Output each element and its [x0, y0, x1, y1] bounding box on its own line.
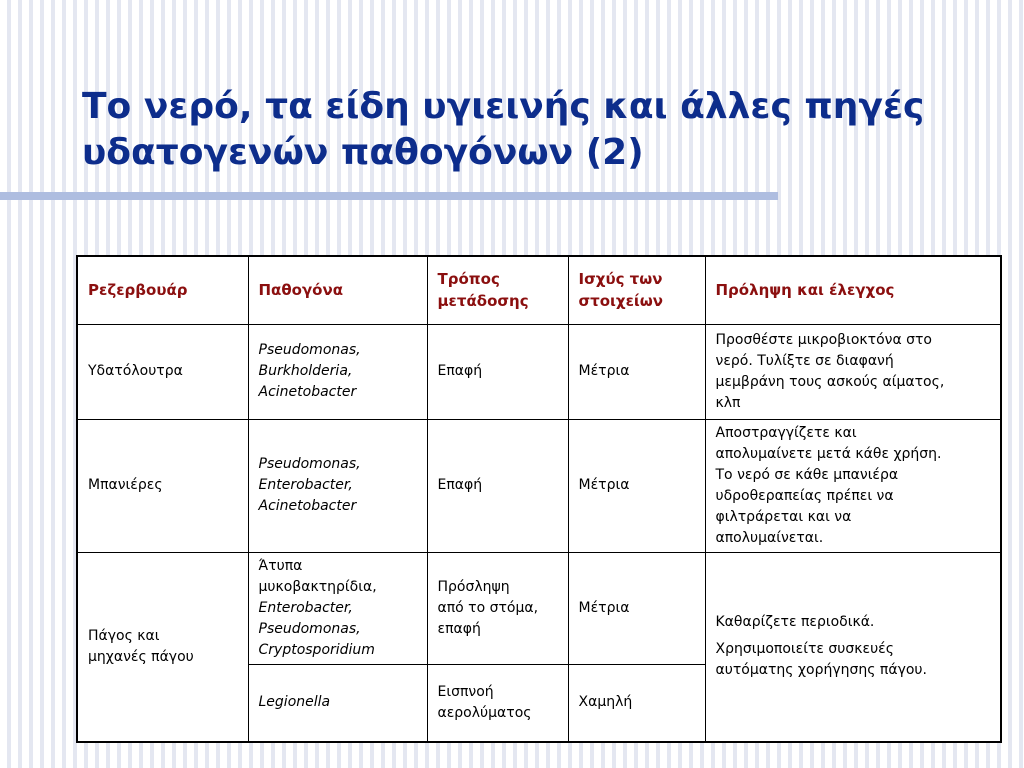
- table-header-row: [77, 256, 1001, 324]
- cell-transmission: Εισπνοή αερολύματος: [427, 664, 568, 742]
- cell-evidence-strength: Μέτρια: [568, 419, 705, 552]
- pathogen-sources-table: [76, 255, 1002, 743]
- table-row: [77, 324, 1001, 419]
- cell-pathogens: Pseudomonas, Enterobacter, Acinetobacter: [248, 419, 427, 552]
- cell-reservoir: Υδατόλουτρα: [77, 324, 248, 419]
- pathogen-sources-table-container: [76, 255, 1000, 743]
- cell-evidence-strength: Χαμηλή: [568, 664, 705, 742]
- cell-prevention: Προσθέστε μικροβιοκτόνα στο νερό. Τυλίξτε σε διαφανή μεμβράνη τους ασκούς αίματος, κλπ: [705, 324, 1001, 419]
- cell-prevention: Αποστραγγίζετε και απολυμαίνετε μετά κάθε χρήση. Το νερό σε κάθε μπανιέρα υδροθεραπείας πρέπει να φιλτράρεται και να απολυμαίνεται.: [705, 419, 1001, 552]
- cell-transmission: Επαφή: [427, 419, 568, 552]
- cell-reservoir: Μπανιέρες: [77, 419, 248, 552]
- cell-pathogens: Άτυπα μυκοβακτηρίδια, Enterobacter, Pseudomonas, Cryptosporidium: [248, 552, 427, 664]
- title-line-2: υδατογενών παθογόνων (2): [82, 132, 644, 173]
- cell-transmission: Πρόσληψη από το στόμα, επαφή: [427, 552, 568, 664]
- cell-prevention: Καθαρίζετε περιοδικά. Χρησιμοποιείτε συσκευές αυτόματης χορήγησης πάγου.: [705, 552, 1001, 742]
- header-reservoir: Ρεζερβουάρ: [77, 256, 248, 324]
- title-underline: [0, 192, 778, 200]
- header-evidence-strength: Ισχύς των στοιχείων: [568, 256, 705, 324]
- cell-pathogens: Pseudomonas, Burkholderia, Acinetobacter: [248, 324, 427, 419]
- cell-evidence-strength: Μέτρια: [568, 324, 705, 419]
- table-row: [77, 552, 1001, 664]
- slide-title: [82, 84, 1012, 176]
- table-row: [77, 419, 1001, 552]
- header-prevention: Πρόληψη και έλεγχος: [705, 256, 1001, 324]
- cell-reservoir: Πάγος και μηχανές πάγου: [77, 552, 248, 742]
- cell-evidence-strength: Μέτρια: [568, 552, 705, 664]
- cell-pathogens: Legionella: [248, 664, 427, 742]
- cell-transmission: Επαφή: [427, 324, 568, 419]
- header-pathogens: Παθογόνα: [248, 256, 427, 324]
- header-transmission: Τρόπος μετάδοσης: [427, 256, 568, 324]
- title-line-1: Το νερό, τα είδη υγιεινής και άλλες πηγές: [82, 86, 925, 127]
